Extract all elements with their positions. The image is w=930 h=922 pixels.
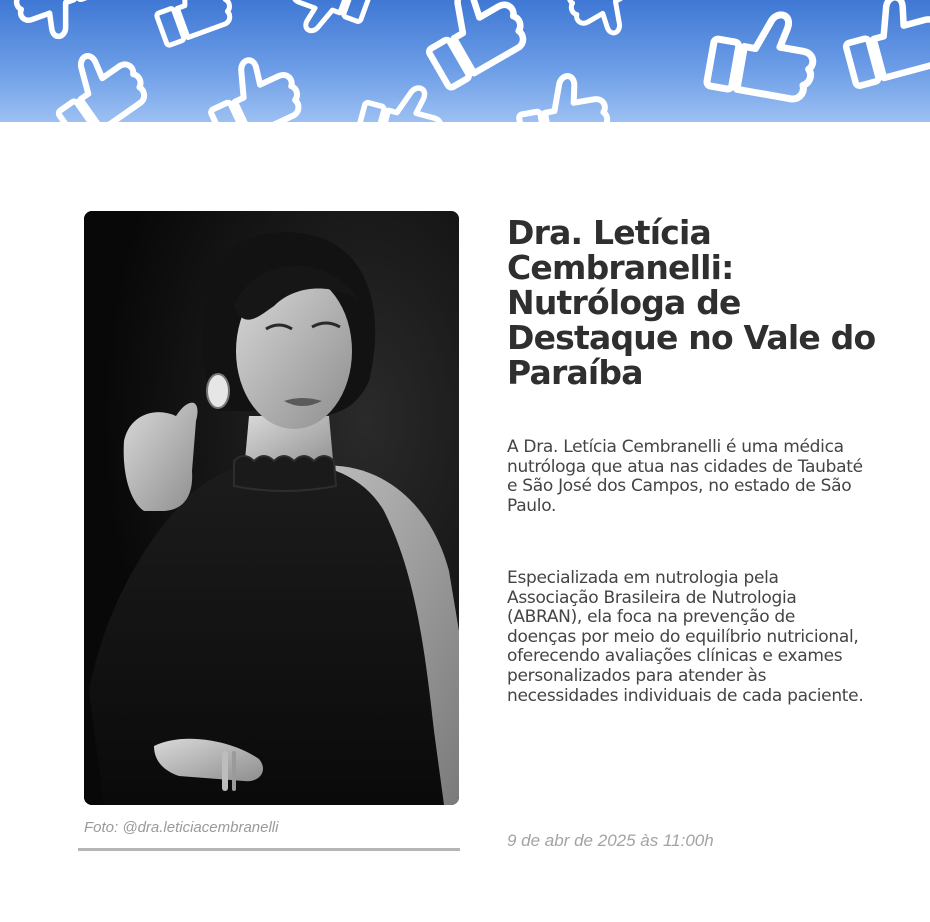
publish-date: 9 de abr de 2025 às 11:00h: [507, 831, 714, 850]
thumbs-up-icon: [10, 0, 107, 46]
thumbs-up-pattern: [0, 0, 930, 122]
photo-caption: Foto: @dra.leticiacembranelli: [84, 819, 279, 836]
thumbs-up-icon: [40, 38, 152, 122]
thumbs-up-icon: [513, 70, 611, 122]
header-banner: [0, 0, 930, 122]
thumbs-up-icon: [356, 75, 449, 122]
article-paragraph-1: A Dra. Letícia Cembranelli é uma médica nutróloga que atua nas cidades de Taubaté e São José dos Campos, no estado de São Paulo.: [507, 437, 863, 516]
article-title: Dra. Letícia Cembranelli: Nutróloga de Destaque no Vale do Paraíba: [507, 213, 876, 392]
thumbs-up-icon: [706, 4, 820, 103]
thumbs-up-icon: [147, 0, 235, 46]
thumbs-up-icon: [837, 0, 930, 87]
portrait-photo: [84, 211, 459, 805]
thumbs-up-icon: [563, 0, 655, 46]
article-paragraph-2: Especializada em nutrologia pela Associação Brasileira de Nutrologia (ABRAN), ela foca na prevenção de doenças por meio do equilíbrio nutricional, oferecendo avaliações clínicas e exames personalizados para atender às necessidades individuais de cada paciente.: [507, 568, 864, 706]
thumbs-up-icon: [412, 0, 532, 89]
caption-divider: [78, 848, 460, 851]
thumbs-up-icon: [197, 47, 305, 122]
thumbs-up-icon: [284, 0, 372, 46]
